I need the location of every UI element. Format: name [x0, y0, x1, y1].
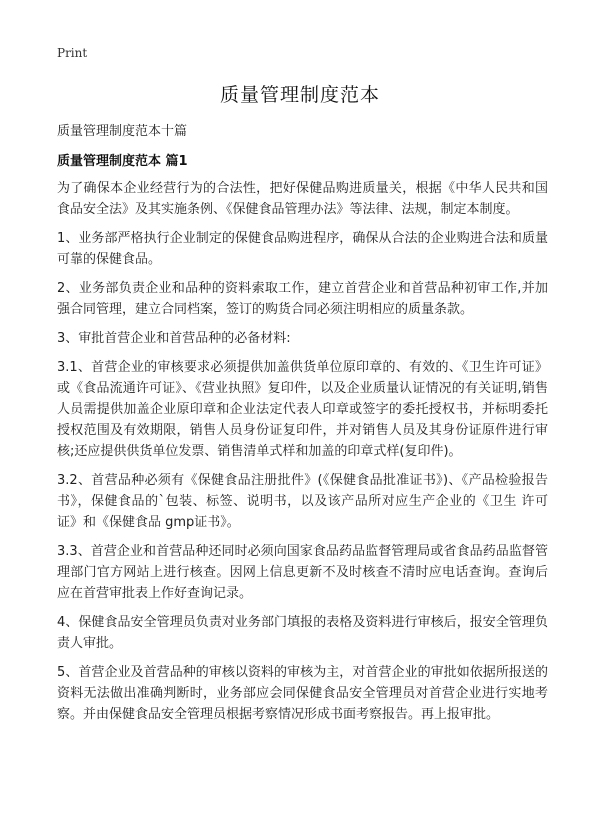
- paragraph-5: 5、首营企业及首营品种的审核以资料的审核为主，对首营企业的审批如依据所报送的资料无法做出准确判断时，业务部应会同保健食品安全管理员对首营企业进行实地考察。并由保健食品安全管理员根据考察情况形成书面考察报告。再上报审批。: [57, 665, 548, 722]
- document-title: 质量管理制度范本: [219, 84, 380, 106]
- paragraph-4: 4、保健食品安全管理员负责对业务部门填报的表格及资料进行审核后，报安全管理负责人审批。: [57, 615, 548, 651]
- paragraph-intro: 为了确保本企业经营行为的合法性，把好保健品购进质量关，根据《中华人民共和国食品安全法》及其实施条例、《保健食品管理办法》等法律、法规，制定本制度。: [57, 181, 548, 217]
- paragraph-3-1: 3.1、首营企业的审核要求必须提供加盖供货单位原印章的、有效的、《卫生许可证》或《食品流通许可证》、《营业执照》复印件，以及企业质量认证情况的有关证明,销售人员需提供加盖企业原印章和企业法定代表人印章或签字的委托授权书，并标明委托授权范围及有效期限，销售人员身份证复印件，并对销售人员及其身份证原件进行审核;还应提供供货单位发票、销售清单式样和加盖的印章式样(复印件)。: [57, 360, 548, 459]
- print-label: Print: [57, 46, 88, 60]
- section-heading: 质量管理制度范本 篇1: [57, 154, 188, 169]
- paragraph-3-3: 3.3、首营企业和首营品种还同时必须向国家食品药品监督管理局或省食品药品监督管理部门官方网站上进行核查。因网上信息更新不及时核查不清时应电话查询。查询后应在首营审批表上作好查询记录。: [57, 544, 548, 601]
- paragraph-2: 2、业务部负责企业和品种的资料索取工作，建立首营企业和首营品种初审工作,并加强合同管理，建立合同档案，签订的购货合同必须注明相应的质量条款。: [57, 281, 548, 317]
- paragraph-3: 3、审批首营企业和首营品种的必备材料:: [57, 331, 291, 346]
- document-subtitle: 质量管理制度范本十篇: [57, 124, 188, 139]
- body-text: [57, 178, 548, 733]
- paragraph-3-2: 3.2、首营品种必须有《保健食品注册批件》(《保健食品批准证书》)、《产品检验报告书》，保健食品的`包装、标签、说明书，以及该产品所对应生产企业的《卫生 许可证》和《保健食品 gmp证书》。: [57, 473, 548, 530]
- paragraph-1: 1、业务部严格执行企业制定的保健食品购进程序，确保从合法的企业购进合法和质量可靠的保健食品。: [57, 231, 548, 267]
